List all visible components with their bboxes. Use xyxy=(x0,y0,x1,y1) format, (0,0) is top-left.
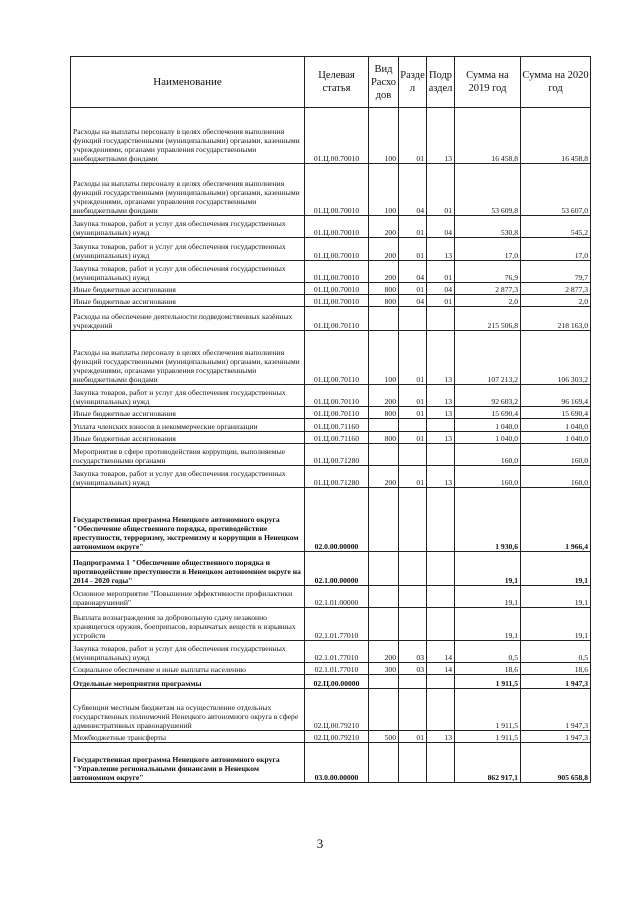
row-sum-2019: 15 690,4 xyxy=(455,407,521,419)
row-name: Закупка товаров, работ и услуг для обеспечения государственных (муниципальных) нужд xyxy=(71,385,305,407)
row-target-code: 01.Ц.00.70010 xyxy=(305,216,369,238)
table-row xyxy=(71,407,591,419)
row-sum-2020: 19,1 xyxy=(521,552,591,586)
row-vid: 200 xyxy=(369,641,399,663)
row-razdel xyxy=(399,307,427,331)
row-target-code: 01.Ц.00.70010 xyxy=(305,238,369,261)
row-razdel: 04 xyxy=(399,261,427,283)
row-podrazdel xyxy=(427,488,455,552)
row-sum-2020: 1 947,3 xyxy=(521,689,591,731)
row-sum-2020: 16 458,8 xyxy=(521,108,591,164)
row-sum-2019: 1 911,5 xyxy=(455,689,521,731)
row-razdel xyxy=(399,488,427,552)
row-sum-2019: 160,0 xyxy=(455,444,521,466)
row-sum-2019: 2,0 xyxy=(455,295,521,307)
row-razdel xyxy=(399,743,427,783)
row-sum-2019: 1 040,0 xyxy=(455,432,521,444)
row-target-code: 01.Ц.00.71280 xyxy=(305,466,369,488)
row-sum-2020: 1 966,4 xyxy=(521,488,591,552)
header-vid: Вид Расхо дов xyxy=(369,57,399,108)
row-target-code: 02.0.00.00000 xyxy=(305,488,369,552)
row-vid: 800 xyxy=(369,295,399,307)
row-razdel: 01 xyxy=(399,331,427,385)
row-target-code: 01.Ц.00.70010 xyxy=(305,164,369,216)
row-sum-2019: 92 603,2 xyxy=(455,385,521,407)
header-row xyxy=(71,57,591,108)
row-name: Иные бюджетные ассигнования xyxy=(71,283,305,295)
row-podrazdel xyxy=(427,307,455,331)
page-number: 3 xyxy=(316,836,324,851)
table-row xyxy=(71,331,591,385)
row-target-code: 02.1.01.00000 xyxy=(305,586,369,608)
row-vid xyxy=(369,444,399,466)
row-razdel: 01 xyxy=(399,385,427,407)
row-vid: 100 xyxy=(369,331,399,385)
row-sum-2020: 15 690,4 xyxy=(521,407,591,419)
row-vid: 300 xyxy=(369,663,399,675)
row-vid xyxy=(369,675,399,689)
row-sum-2019: 76,9 xyxy=(455,261,521,283)
row-vid: 500 xyxy=(369,731,399,743)
row-target-code: 01.Ц.00.70110 xyxy=(305,407,369,419)
row-vid: 800 xyxy=(369,407,399,419)
row-vid xyxy=(369,419,399,432)
row-vid xyxy=(369,307,399,331)
row-target-code: 01.Ц.00.71160 xyxy=(305,432,369,444)
header-podrazdel: Подр аздел xyxy=(427,57,455,108)
row-sum-2020: 160,0 xyxy=(521,466,591,488)
row-sum-2019: 0,5 xyxy=(455,641,521,663)
row-target-code: 01.Ц.00.70110 xyxy=(305,385,369,407)
table-row xyxy=(71,743,591,783)
row-name: Выплата вознаграждения за добровольную сдачу незаконно хранящегося оружия, боеприпасов, взрывчатых веществ и взрывных устройств xyxy=(71,608,305,641)
row-target-code: 02.Ц.00.79210 xyxy=(305,731,369,743)
row-name: Государственная программа Ненецкого автономного округа "Управление региональными финансами в Ненецком автономном округе" xyxy=(71,743,305,783)
row-target-code: 01.Ц.00.70010 xyxy=(305,283,369,295)
row-razdel: 03 xyxy=(399,641,427,663)
row-podrazdel: 13 xyxy=(427,432,455,444)
row-sum-2019: 1 040,0 xyxy=(455,419,521,432)
row-vid: 200 xyxy=(369,466,399,488)
row-sum-2019: 2 877,3 xyxy=(455,283,521,295)
row-target-code: 02.Ц.00.79210 xyxy=(305,689,369,731)
row-sum-2019: 1 911,5 xyxy=(455,731,521,743)
table-row xyxy=(71,295,591,307)
row-target-code: 01.Ц.00.71160 xyxy=(305,419,369,432)
table-row xyxy=(71,385,591,407)
row-podrazdel: 01 xyxy=(427,261,455,283)
header-target: Целевая статья xyxy=(305,57,369,108)
row-sum-2020: 79,7 xyxy=(521,261,591,283)
row-sum-2020: 96 169,4 xyxy=(521,385,591,407)
table-row xyxy=(71,675,591,689)
header-sum-2020: Сумма на 2020 год xyxy=(521,57,591,108)
row-sum-2019: 18,6 xyxy=(455,663,521,675)
row-name: Расходы на выплаты персоналу в целях обеспечения выполнения функций государственными (муниципальными) органами, казенными учреждениями, органами управления государственными внебюджетными фондами xyxy=(71,108,305,164)
row-sum-2019: 16 458,8 xyxy=(455,108,521,164)
row-sum-2020: 18,6 xyxy=(521,663,591,675)
row-name: Подпрограмма 1 "Обеспечение общественного порядка и противодействие преступности в Ненецком автономном округе на 2014 - 2020 годы" xyxy=(71,552,305,586)
row-target-code: 02.Ц.00.00000 xyxy=(305,675,369,689)
row-razdel: 01 xyxy=(399,407,427,419)
row-name: Уплата членских взносов в некоммерческие организации xyxy=(71,419,305,432)
table-row xyxy=(71,419,591,432)
row-vid xyxy=(369,743,399,783)
row-sum-2020: 2 877,3 xyxy=(521,283,591,295)
row-razdel: 01 xyxy=(399,283,427,295)
row-sum-2020: 1 947,3 xyxy=(521,675,591,689)
row-vid xyxy=(369,552,399,586)
table-row xyxy=(71,307,591,331)
row-name: Иные бюджетные ассигнования xyxy=(71,432,305,444)
row-name: Отдельные мероприятия программы xyxy=(71,675,305,689)
row-name: Закупка товаров, работ и услуг для обеспечения государственных (муниципальных) нужд xyxy=(71,216,305,238)
row-vid: 200 xyxy=(369,216,399,238)
header-name: Наименование xyxy=(71,57,305,108)
row-name: Мероприятия в сфере противодействия коррупции, выполняемые государственными органами xyxy=(71,444,305,466)
row-podrazdel: 14 xyxy=(427,641,455,663)
row-vid: 200 xyxy=(369,261,399,283)
row-vid: 200 xyxy=(369,385,399,407)
table-row xyxy=(71,238,591,261)
row-target-code: 01.Ц.00.70010 xyxy=(305,108,369,164)
row-podrazdel xyxy=(427,586,455,608)
row-sum-2019: 19,1 xyxy=(455,552,521,586)
row-name: Основное мероприятие "Повышение эффективности профилактики правонарушений" xyxy=(71,586,305,608)
row-sum-2019: 19,1 xyxy=(455,586,521,608)
row-razdel xyxy=(399,675,427,689)
row-podrazdel: 14 xyxy=(427,663,455,675)
row-razdel: 04 xyxy=(399,164,427,216)
row-vid xyxy=(369,586,399,608)
table-row xyxy=(71,608,591,641)
header-sum-2019: Сумма на 2019 год xyxy=(455,57,521,108)
row-name: Субвенции местным бюджетам на осуществление отдельных государственных полномочий Ненецкого автономного округа в сфере административных правонарушений xyxy=(71,689,305,731)
row-podrazdel: 01 xyxy=(427,295,455,307)
row-name: Закупка товаров, работ и услуг для обеспечения государственных (муниципальных) нужд xyxy=(71,261,305,283)
table-row xyxy=(71,586,591,608)
row-sum-2019: 17,0 xyxy=(455,238,521,261)
row-vid: 800 xyxy=(369,432,399,444)
row-name: Иные бюджетные ассигнования xyxy=(71,407,305,419)
row-vid: 800 xyxy=(369,283,399,295)
table-row xyxy=(71,216,591,238)
row-sum-2020: 160,0 xyxy=(521,444,591,466)
row-podrazdel: 13 xyxy=(427,238,455,261)
row-podrazdel: 13 xyxy=(427,466,455,488)
row-name: Государственная программа Ненецкого автономного округа "Обеспечение общественного порядка, противодействие преступности, терроризму, экстремизму и коррупции в Ненецком автономном округе" xyxy=(71,488,305,552)
row-sum-2019: 1 911,5 xyxy=(455,675,521,689)
row-sum-2019: 530,8 xyxy=(455,216,521,238)
table-row xyxy=(71,432,591,444)
row-razdel: 01 xyxy=(399,238,427,261)
row-vid: 100 xyxy=(369,108,399,164)
table-row xyxy=(71,164,591,216)
row-name: Иные бюджетные ассигнования xyxy=(71,295,305,307)
row-target-code: 03.0.00.00000 xyxy=(305,743,369,783)
row-podrazdel: 04 xyxy=(427,216,455,238)
table-row xyxy=(71,663,591,675)
row-sum-2020: 1 040,0 xyxy=(521,432,591,444)
row-target-code: 02.1.01.77010 xyxy=(305,663,369,675)
row-sum-2020: 545,2 xyxy=(521,216,591,238)
row-sum-2020: 17,0 xyxy=(521,238,591,261)
row-name: Расходы на выплаты персоналу в целях обеспечения выполнения функций государственными (муниципальными) органами, казенными учреждениями, органами управления государственными внебюджетными фондами xyxy=(71,331,305,385)
row-vid: 200 xyxy=(369,238,399,261)
row-podrazdel xyxy=(427,419,455,432)
row-name: Закупка товаров, работ и услуг для обеспечения государственных (муниципальных) нужд xyxy=(71,238,305,261)
table-row xyxy=(71,689,591,731)
row-podrazdel: 13 xyxy=(427,331,455,385)
row-razdel xyxy=(399,419,427,432)
row-sum-2019: 215 506,8 xyxy=(455,307,521,331)
row-sum-2019: 107 213,2 xyxy=(455,331,521,385)
table-row xyxy=(71,283,591,295)
row-razdel: 01 xyxy=(399,108,427,164)
table-row xyxy=(71,641,591,663)
row-vid xyxy=(369,488,399,552)
row-razdel xyxy=(399,689,427,731)
row-target-code: 01.Ц.00.71280 xyxy=(305,444,369,466)
row-sum-2019: 862 917,1 xyxy=(455,743,521,783)
row-sum-2020: 19,1 xyxy=(521,608,591,641)
row-name: Межбюджетные трансферты xyxy=(71,731,305,743)
row-podrazdel: 04 xyxy=(427,283,455,295)
row-razdel: 01 xyxy=(399,216,427,238)
row-target-code: 01.Ц.00.70010 xyxy=(305,261,369,283)
row-sum-2019: 19,1 xyxy=(455,608,521,641)
row-razdel xyxy=(399,444,427,466)
row-sum-2020: 53 607,0 xyxy=(521,164,591,216)
row-sum-2020: 2,0 xyxy=(521,295,591,307)
row-sum-2020: 0,5 xyxy=(521,641,591,663)
row-podrazdel xyxy=(427,689,455,731)
row-vid: 100 xyxy=(369,164,399,216)
table-row xyxy=(71,108,591,164)
row-podrazdel xyxy=(427,608,455,641)
row-sum-2020: 1 947,3 xyxy=(521,731,591,743)
table-row xyxy=(71,552,591,586)
budget-table xyxy=(70,56,591,783)
table-row xyxy=(71,261,591,283)
row-sum-2020: 106 303,2 xyxy=(521,331,591,385)
row-podrazdel xyxy=(427,444,455,466)
row-razdel: 03 xyxy=(399,663,427,675)
row-name: Закупка товаров, работ и услуг для обеспечения государственных (муниципальных) нужд xyxy=(71,466,305,488)
header-razdel: Разде л xyxy=(399,57,427,108)
row-podrazdel xyxy=(427,743,455,783)
table-row xyxy=(71,731,591,743)
row-target-code: 02.1.00.00000 xyxy=(305,552,369,586)
row-razdel xyxy=(399,552,427,586)
table-row xyxy=(71,444,591,466)
row-razdel: 01 xyxy=(399,466,427,488)
row-podrazdel xyxy=(427,552,455,586)
row-sum-2020: 905 658,8 xyxy=(521,743,591,783)
row-vid xyxy=(369,608,399,641)
row-podrazdel: 13 xyxy=(427,108,455,164)
row-target-code: 01.Ц.00.70110 xyxy=(305,307,369,331)
row-sum-2019: 53 609,8 xyxy=(455,164,521,216)
row-razdel: 01 xyxy=(399,731,427,743)
row-razdel xyxy=(399,608,427,641)
row-target-code: 01.Ц.00.70110 xyxy=(305,331,369,385)
row-name: Социальное обеспечение и иные выплаты населению xyxy=(71,663,305,675)
row-razdel: 01 xyxy=(399,432,427,444)
row-podrazdel xyxy=(427,675,455,689)
table-row xyxy=(71,466,591,488)
table-row xyxy=(71,488,591,552)
row-razdel: 04 xyxy=(399,295,427,307)
row-podrazdel: 01 xyxy=(427,164,455,216)
row-name: Расходы на выплаты персоналу в целях обеспечения выполнения функций государственными (муниципальными) органами, казенными учреждениями, органами управления государственными внебюджетными фондами xyxy=(71,164,305,216)
row-target-code: 02.1.01.77010 xyxy=(305,641,369,663)
row-vid xyxy=(369,689,399,731)
row-name: Закупка товаров, работ и услуг для обеспечения государственных (муниципальных) нужд xyxy=(71,641,305,663)
row-podrazdel: 13 xyxy=(427,385,455,407)
row-sum-2020: 218 163,0 xyxy=(521,307,591,331)
row-razdel xyxy=(399,586,427,608)
table-body xyxy=(71,108,591,783)
row-podrazdel: 13 xyxy=(427,407,455,419)
row-target-code: 01.Ц.00.70010 xyxy=(305,295,369,307)
row-sum-2019: 1 930,6 xyxy=(455,488,521,552)
row-target-code: 02.1.01.77010 xyxy=(305,608,369,641)
row-sum-2020: 19,1 xyxy=(521,586,591,608)
row-name: Расходы на обеспечение деятельности подведомственных казённых учреждений xyxy=(71,307,305,331)
row-sum-2019: 160,0 xyxy=(455,466,521,488)
row-sum-2020: 1 040,0 xyxy=(521,419,591,432)
row-podrazdel: 13 xyxy=(427,731,455,743)
